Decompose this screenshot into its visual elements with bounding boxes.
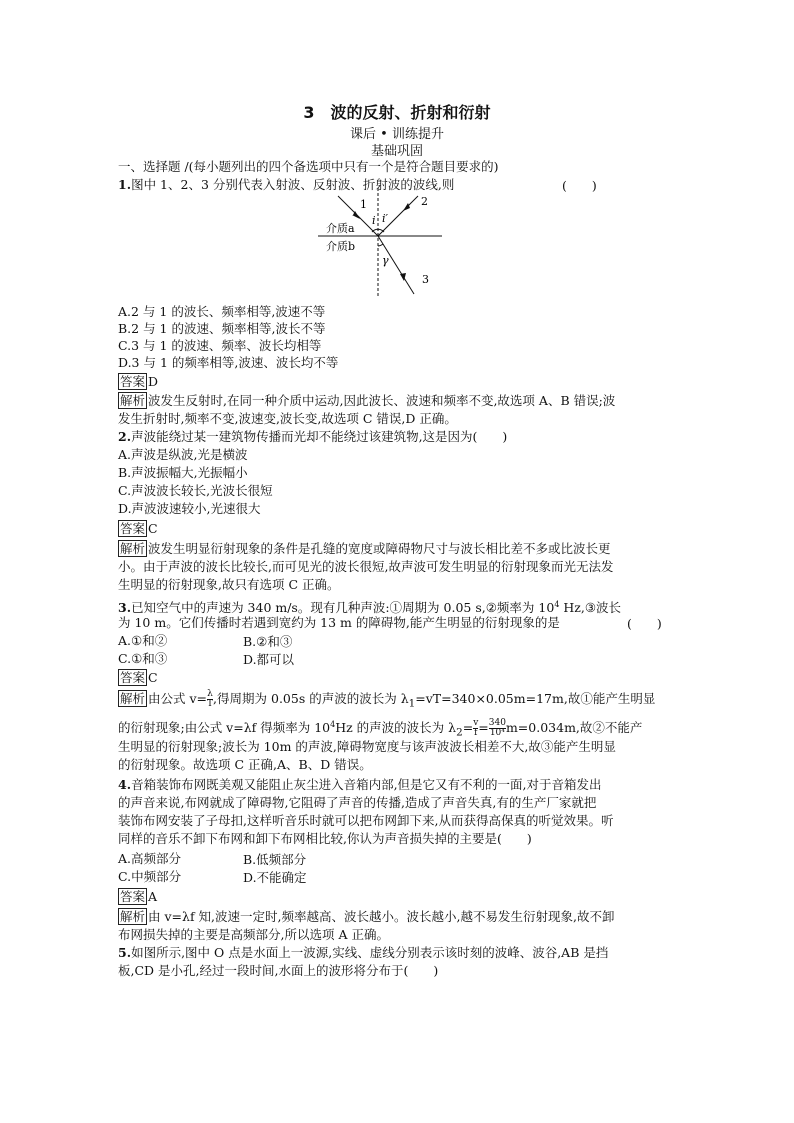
q3-text-2: 为 10 m。它们传播时若遇到宽约为 13 m 的障碍物,能产生明显的衍射现象的是 (118, 615, 560, 630)
q3-a2-pre: 的衍射现象;由公式 v=λf 得频率为 10 (118, 720, 331, 736)
q3-answer-value: C (148, 670, 158, 685)
q3-a1-post: =vT=340×0.05m=17m,故①能产生明显 (415, 691, 656, 706)
q3-option-c: C.①和③ (118, 651, 168, 666)
ray-3-label: 3 (422, 273, 429, 286)
q1-option-b: B.2 与 1 的波速、频率相等,波长不等 (118, 321, 326, 336)
q3-frac-340-over-10000 (489, 719, 506, 738)
frac-denominator: T (207, 699, 214, 709)
medium-b-label: 介质b (326, 240, 356, 253)
q4-analysis-line-1 (118, 908, 678, 925)
q3-stem-line-2 (118, 614, 678, 631)
q4-option-d: D.不能确定 (243, 870, 307, 885)
answer-label: 答案 (120, 670, 146, 685)
q4-option-b: B.低频部分 (243, 852, 307, 867)
answer-label: 答案 (120, 889, 146, 904)
q3-sup: 4 (554, 600, 560, 609)
ray-2-label: 2 (421, 195, 428, 208)
page-title: 3 波的反射、折射和衍射 (303, 103, 491, 122)
q2-stem (118, 428, 678, 445)
answer-label: 答案 (120, 374, 146, 389)
q1-answer-value: D (148, 374, 159, 389)
q5-text-2: 板,CD 是小孔,经过一段时间,水面上的波形将分布于 (118, 963, 404, 978)
q3-analysis-line-4: 的衍射现象。故选项 C 正确,A、B、D 错误。 (118, 757, 372, 772)
q4-stem-line-1 (118, 776, 678, 793)
q2-text: 声波能绕过某一建筑物传播而光却不能绕过该建筑物,这是因为 (131, 429, 473, 444)
q1-analysis-line-1 (118, 392, 678, 409)
angle-i-prime-label: i′ (382, 212, 389, 225)
q1-option-d: D.3 与 1 的频率相等,波速、波长均不等 (118, 355, 339, 370)
q3-number: 3. (118, 600, 132, 616)
q4-number: 4. (118, 777, 132, 792)
q5-stem-line-1 (118, 944, 678, 961)
q4-text-4: 同样的音乐不卸下布网和卸下布网相比较,你认为声音损失掉的主要是 (118, 831, 497, 846)
q5-stem-line-2 (118, 962, 678, 979)
q4-option-c: C.中频部分 (118, 869, 182, 884)
q1-analysis-text-1: 波发生反射时,在同一种介质中运动,因此波长、波速和频率不变,故选项 A、B 错误;波 (148, 393, 616, 408)
q2-answer-blank: ( ) (472, 429, 508, 444)
q2-option-b: B.声波振幅大,光振幅小 (118, 465, 248, 480)
q3-answer-blank: ( ) (627, 616, 662, 631)
q1-option-a: A.2 与 1 的波长、频率相等,波速不等 (118, 304, 326, 319)
q2-analysis-line-2: 小。由于声波的波长比较长,而可见光的波长很短,故声波可发生明显的衍射现象而光无法发 (118, 559, 614, 574)
q3-option-b: B.②和③ (243, 634, 293, 649)
q5-number: 5. (118, 945, 132, 960)
angle-i-label: i (372, 214, 376, 227)
q1-option-c: C.3 与 1 的波速、频率、波长均相等 (118, 338, 322, 353)
q1-answer-blank: ( ) (562, 178, 597, 193)
q1-text: 图中 1、2、3 分别代表入射波、反射波、折射波的波线,则 (131, 177, 455, 192)
ray-1-label: 1 (360, 198, 367, 211)
q1-analysis-line-2: 发生折射时,频率不变,波速变,波长变,故选项 C 错误,D 正确。 (118, 411, 457, 426)
subtitle-after-class: 课后 • 训练提升 (350, 127, 444, 142)
q5-text-1: 如图所示,图中 O 点是水面上一波源,实线、虚线分别表示该时刻的波峰、波谷,AB 是挡 (131, 945, 609, 960)
q5-answer-blank: ( ) (403, 963, 439, 978)
q4-stem-line-4 (118, 830, 678, 847)
q2-option-c: C.声波波长较长,光波长很短 (118, 483, 273, 498)
q2-answer-value: C (148, 521, 158, 536)
medium-a-label: 介质a (326, 222, 355, 235)
q2-option-a: A.声波是纵波,光是横波 (118, 447, 248, 462)
q3-text-1: 已知空气中的声速为 340 m/s。现有几种声波:①周期为 0.05 s,②频率为 10 (131, 600, 555, 616)
analysis-label: 解析 (120, 691, 146, 706)
q3-a2-eq2: = (478, 720, 489, 736)
analysis-label: 解析 (120, 909, 146, 924)
q3-answer (118, 669, 678, 686)
q4-analysis-text-1: 由 v=λf 知,波速一定时,频率越高、波长越小。波长越小,越不易发生衍射现象,故不卸 (148, 909, 615, 924)
q2-answer (118, 520, 678, 537)
q3-a1-pre: 由公式 v= (148, 691, 208, 706)
refraction-arc (378, 244, 383, 246)
q4-text-1: 音箱装饰布网既美观又能阻止灰尘进入音箱内部,但是它又有不利的一面,对于音箱发出 (131, 777, 602, 792)
q1-answer (118, 373, 678, 390)
q3-option-a: A.①和② (118, 633, 168, 648)
q4-option-a: A.高频部分 (118, 851, 182, 866)
analysis-label: 解析 (120, 541, 146, 556)
q3-a2-sub: 2 (456, 726, 463, 739)
frac-denominator: f (474, 728, 478, 739)
q4-stem-line-2: 的声音来说,布网就成了障碍物,它阻碍了声音的传播,造成了声音失真,有的生产厂家就把 (118, 795, 597, 810)
q2-option-d: D.声波波速较小,光速很大 (118, 501, 261, 516)
frac-numerator: λ (207, 689, 213, 699)
q3-option-d: D.都可以 (243, 652, 295, 667)
q4-stem-line-3: 装饰布网安装了子母扣,这样听音乐时就可以把布网卸下来,从而获得高保真的听觉效果。听 (118, 813, 614, 828)
frac-denominator: 10⁴ (489, 728, 505, 739)
angle-gamma-label: γ (382, 254, 389, 267)
frac-numerator: v (473, 718, 479, 729)
analysis-label: 解析 (120, 393, 146, 408)
q3-analysis-line-3: 生明显的衍射现象;波长为 10m 的声波,障碍物宽度与该声波波长相差不大,故③能产生明显 (118, 739, 616, 754)
q3-a2-eq: = (462, 720, 474, 736)
q4-answer-blank: ( ) (496, 831, 532, 846)
answer-label: 答案 (120, 521, 146, 536)
reflected-arrow (403, 203, 410, 211)
q2-analysis-text-1: 波发生明显衍射现象的条件是孔缝的宽度或障碍物尺寸与波长相比差不多或比波长更 (148, 541, 611, 556)
q3-a2-mid: Hz 的声波的波长为 λ (335, 720, 457, 736)
q3-text-1b: Hz,③波长 (559, 600, 622, 616)
q3-a1-mid: ,得周期为 0.05s 的声波的波长为 λ (213, 691, 409, 706)
section-heading: 一、选择题 /(每小题列出的四个备选项中只有一个是符合题目要求的) (118, 159, 499, 174)
subtitle-basic: 基础巩固 (370, 144, 423, 159)
q2-analysis-line-1 (118, 540, 678, 557)
q2-number: 2. (118, 429, 132, 444)
q3-a2-sup: 4 (330, 720, 336, 729)
q3-analysis-line-1 (118, 690, 678, 713)
q1-refraction-diagram (318, 188, 448, 298)
q4-answer-value: A (148, 889, 158, 904)
q3-a2-post: m=0.034m,故②不能产 (505, 720, 643, 736)
frac-numerator: 340 (488, 718, 506, 729)
q1-number: 1. (118, 177, 132, 192)
q4-analysis-line-2: 布网损失掉的主要是高频部分,所以选项 A 正确。 (118, 927, 389, 942)
q3-a1-sub: 1 (408, 697, 416, 710)
q4-answer (118, 888, 678, 905)
incident-arrow (352, 211, 360, 219)
q2-analysis-line-3: 生明显的衍射现象,故只有选项 C 正确。 (118, 577, 340, 592)
